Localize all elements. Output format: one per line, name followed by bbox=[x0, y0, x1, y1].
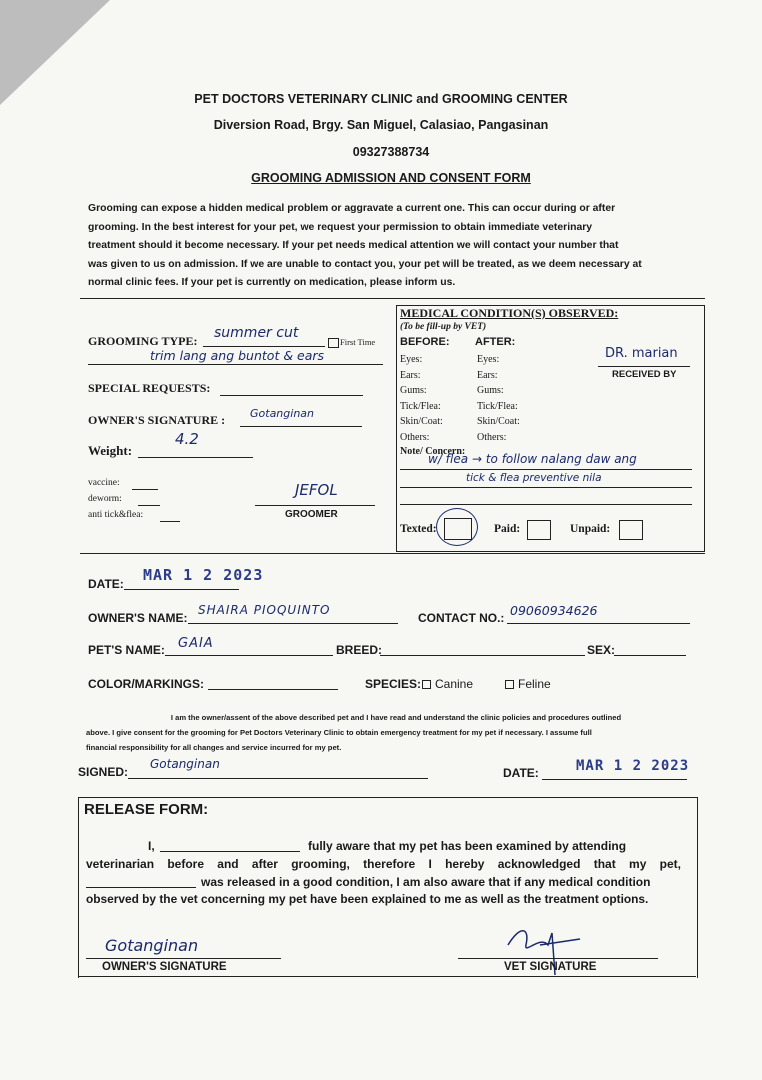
release-line-4: observed by the vet concerning my pet have been explained to me as well as the treatment options. bbox=[86, 892, 649, 906]
consent-line: financial responsibility for all changes and service incurred for my pet. bbox=[86, 743, 342, 752]
breed-label: BREED: bbox=[336, 643, 383, 657]
release-line-2: veterinarian before and after grooming, therefore I hereby acknowledged that my pet, bbox=[86, 857, 681, 871]
after-row: Gums: bbox=[477, 385, 504, 397]
grooming-type-value-2: trim lang ang buntot & ears bbox=[150, 348, 325, 363]
groomer-label: GROOMER bbox=[285, 509, 338, 520]
contact-value: 09060934626 bbox=[510, 603, 598, 618]
species-label: SPECIES: bbox=[365, 677, 422, 691]
unpaid-label: Unpaid: bbox=[570, 523, 611, 535]
intro-line: Grooming can expose a hidden medical problem or aggravate a current one. This can occur during or after bbox=[88, 203, 616, 214]
after-row: Ears: bbox=[477, 369, 498, 381]
consent-paragraph bbox=[86, 710, 706, 755]
after-row: Others: bbox=[477, 431, 507, 443]
release-line-3: was released in a good condition, I am also aware that if any medical condition bbox=[201, 875, 651, 889]
release-line-1a: I, bbox=[148, 839, 155, 853]
texted-circle-mark bbox=[436, 508, 478, 546]
groomer-signature: JEFOL bbox=[295, 481, 338, 499]
vaccine-label: vaccine: bbox=[88, 478, 120, 488]
after-row: Eyes: bbox=[477, 354, 500, 365]
signed-date-stamp: MAR 1 2 2023 bbox=[576, 758, 690, 774]
signed-date-label: DATE: bbox=[503, 766, 539, 780]
unpaid-checkbox[interactable] bbox=[619, 520, 643, 540]
before-row: Skin/Coat: bbox=[400, 416, 443, 428]
after-list bbox=[477, 352, 520, 446]
before-row: Ears: bbox=[400, 369, 421, 381]
release-line-1b: fully aware that my pet has been examined by attending bbox=[308, 839, 627, 853]
medical-subtitle: (To be fill-up by VET) bbox=[400, 322, 487, 332]
vet-name: DR. marian bbox=[605, 346, 678, 361]
canine-option[interactable]: Canine bbox=[422, 677, 473, 691]
release-title: RELEASE FORM: bbox=[84, 801, 209, 818]
before-row: Gums: bbox=[400, 385, 427, 397]
owner-signature-value: Gotanginan bbox=[250, 407, 315, 420]
weight-label: Weight: bbox=[88, 443, 133, 458]
contact-label: CONTACT NO.: bbox=[418, 611, 505, 625]
before-label: BEFORE: bbox=[400, 336, 450, 348]
medical-title: MEDICAL CONDITION(S) OBSERVED: bbox=[400, 306, 619, 320]
note-line-2: tick & flea preventive nila bbox=[466, 472, 602, 484]
clinic-phone: 09327388734 bbox=[352, 145, 430, 159]
date-stamp: MAR 1 2 2023 bbox=[143, 566, 264, 584]
note-line-1: w/ flea → to follow nalang daw ang bbox=[428, 452, 637, 466]
before-row: Eyes: bbox=[400, 354, 423, 365]
paid-label: Paid: bbox=[494, 523, 521, 535]
pet-name-value: GAIA bbox=[178, 636, 214, 651]
feline-option[interactable]: Feline bbox=[505, 677, 551, 691]
first-time-checkbox[interactable]: First Time bbox=[328, 337, 375, 348]
consent-line: above. I give consent for the grooming for Pet Doctors Veterinary Clinic to obtain emergency treatment for my pet if necessary. I assume full bbox=[86, 728, 592, 737]
clinic-address: Diversion Road, Brgy. San Miguel, Calasiao, Pangasinan bbox=[213, 118, 549, 132]
after-row: Tick/Flea: bbox=[477, 400, 518, 412]
clinic-name: PET DOCTORS VETERINARY CLINIC and GROOMING CENTER bbox=[194, 92, 568, 106]
owner-signature-label: OWNER'S SIGNATURE : bbox=[88, 413, 226, 427]
intro-line: normal clinic fees. If your pet is currently on medication, please inform us. bbox=[88, 277, 456, 288]
grooming-type-label: GROOMING TYPE: bbox=[88, 334, 198, 348]
intro-line: treatment should it become necessary. If your pet needs medical attention we will contact your number that bbox=[88, 240, 619, 251]
deworm-label: deworm: bbox=[88, 494, 122, 504]
color-markings-label: COLOR/MARKINGS: bbox=[88, 677, 204, 691]
form-title: GROOMING ADMISSION AND CONSENT FORM bbox=[251, 171, 531, 185]
paid-checkbox[interactable] bbox=[527, 520, 551, 540]
after-row: Skin/Coat: bbox=[477, 416, 520, 428]
sex-label: SEX: bbox=[587, 643, 616, 657]
owner-name-label: OWNER'S NAME: bbox=[88, 611, 188, 625]
vet-signature-mark bbox=[500, 915, 590, 985]
signed-signature: Gotanginan bbox=[150, 757, 220, 771]
received-by-label: RECEIVED BY bbox=[612, 369, 677, 380]
texted-label: Texted: bbox=[400, 523, 437, 535]
before-list bbox=[400, 352, 443, 446]
consent-line: I am the owner/assent of the above described pet and I have read and understand the clinic policies and procedures outlined bbox=[170, 713, 622, 722]
vet-signature-label: VET SIGNATURE bbox=[504, 961, 597, 973]
before-row: Tick/Flea: bbox=[400, 400, 441, 412]
intro-line: was given to us on admission. If we are unable to contact you, your pet will be treated, as we deem necessary at bbox=[88, 258, 642, 270]
after-label: AFTER: bbox=[475, 336, 516, 348]
owner-name-value: SHAIRA PIOQUINTO bbox=[198, 603, 331, 617]
note-label: Note/ Concern: bbox=[400, 446, 466, 457]
date-label: DATE: bbox=[88, 577, 124, 591]
special-requests-label: SPECIAL REQUESTS: bbox=[88, 381, 211, 395]
intro-paragraph bbox=[88, 200, 698, 293]
anti-tick-flea-label: anti tick&flea: bbox=[88, 510, 144, 520]
intro-line: grooming. In the best interest for your pet, we request your permission to obtain immediate veterinary bbox=[88, 221, 593, 233]
grooming-type-value: summer cut bbox=[214, 325, 299, 341]
before-row: Others: bbox=[400, 431, 430, 443]
signed-label: SIGNED: bbox=[78, 765, 129, 779]
release-owner-signature: Gotanginan bbox=[105, 936, 199, 955]
release-owner-signature-label: OWNER'S SIGNATURE bbox=[102, 961, 227, 973]
page-fold-corner bbox=[0, 0, 110, 105]
pet-name-label: PET'S NAME: bbox=[88, 643, 165, 657]
weight-value: 4.2 bbox=[175, 430, 199, 448]
